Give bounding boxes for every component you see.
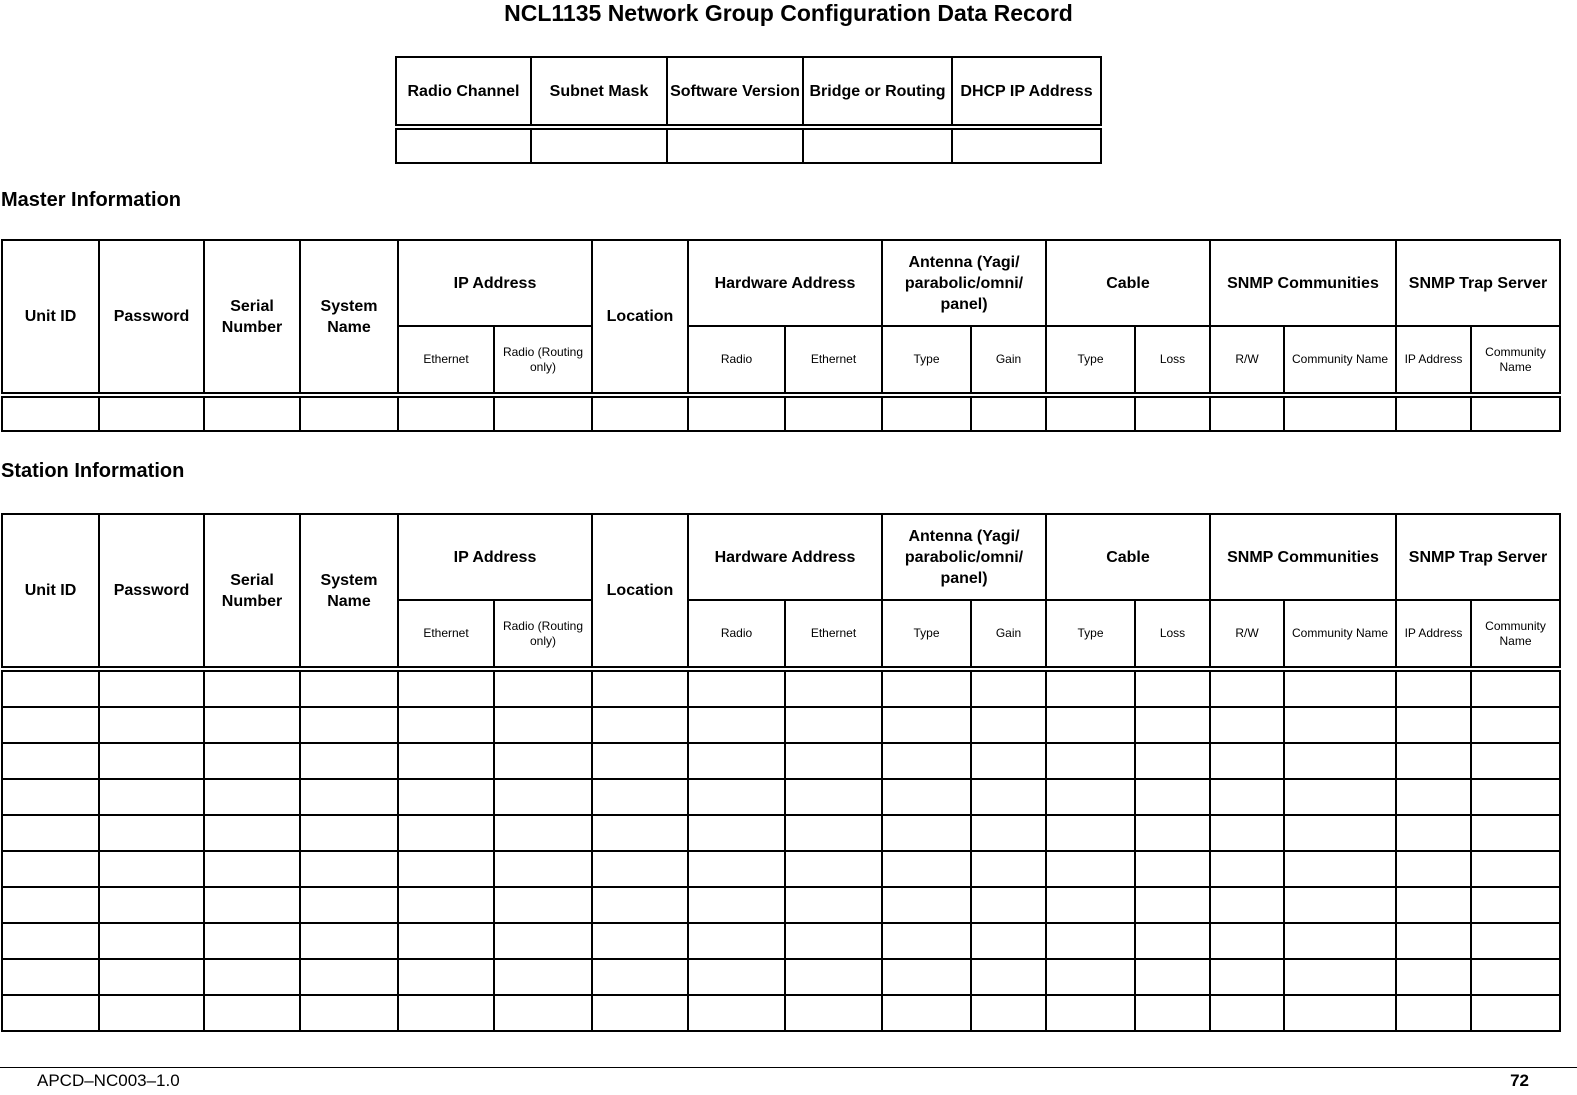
entry-cell[interactable] [1471, 995, 1560, 1031]
entry-cell[interactable] [300, 815, 398, 851]
entry-cell[interactable] [494, 707, 592, 743]
entry-cell[interactable] [204, 707, 300, 743]
entry-cell[interactable] [99, 887, 204, 923]
subheader-gain: Gain [971, 600, 1046, 669]
header-system-name: System Name [300, 514, 398, 669]
entry-cell[interactable] [1396, 743, 1471, 779]
entry-cell[interactable] [300, 707, 398, 743]
entry-cell[interactable] [688, 707, 785, 743]
entry-cell[interactable] [494, 959, 592, 995]
entry-cell[interactable] [882, 707, 971, 743]
entry-cell[interactable] [1046, 959, 1135, 995]
entry-cell[interactable] [494, 743, 592, 779]
entry-cell[interactable] [300, 669, 398, 707]
entry-cell[interactable] [882, 815, 971, 851]
entry-cell[interactable] [99, 995, 204, 1031]
entry-cell[interactable] [592, 779, 688, 815]
radio-channel-cell[interactable] [396, 127, 531, 163]
table-row [2, 995, 1560, 1031]
entry-cell[interactable] [398, 815, 494, 851]
entry-cell[interactable] [882, 395, 971, 431]
entry-cell[interactable] [592, 959, 688, 995]
entry-cell[interactable] [300, 851, 398, 887]
entry-cell[interactable] [1135, 959, 1210, 995]
header-location: Location [592, 240, 688, 395]
entry-cell[interactable] [1471, 707, 1560, 743]
subheader-community-name: Community Name [1284, 326, 1396, 395]
entry-cell[interactable] [1396, 395, 1471, 431]
footer-document-code: APCD–NC003–1.0 [37, 1071, 180, 1090]
entry-cell[interactable] [1396, 887, 1471, 923]
entry-cell[interactable] [99, 669, 204, 707]
entry-cell[interactable] [882, 669, 971, 707]
table-row [2, 851, 1560, 887]
subheader-ethernet: Ethernet [398, 326, 494, 395]
subheader-rw: R/W [1210, 600, 1284, 669]
subheader-trap-community-name: Community Name [1471, 600, 1560, 669]
entry-cell[interactable] [99, 959, 204, 995]
subheader-hw-ethernet: Ethernet [785, 600, 882, 669]
entry-cell[interactable] [99, 923, 204, 959]
station-section-label: Station Information [1, 460, 185, 482]
entry-cell[interactable] [1135, 779, 1210, 815]
entry-cell[interactable] [1135, 815, 1210, 851]
entry-cell[interactable] [1396, 923, 1471, 959]
subheader-hw-ethernet: Ethernet [785, 326, 882, 395]
entry-cell[interactable] [688, 887, 785, 923]
subheader-antenna-type: Type [882, 600, 971, 669]
entry-cell[interactable] [494, 815, 592, 851]
entry-cell[interactable] [1135, 995, 1210, 1031]
entry-cell[interactable] [1210, 815, 1284, 851]
entry-cell[interactable] [204, 779, 300, 815]
subheader-cable-type: Type [1046, 326, 1135, 395]
entry-cell[interactable] [398, 707, 494, 743]
entry-cell[interactable] [1046, 995, 1135, 1031]
entry-cell[interactable] [1210, 743, 1284, 779]
entry-cell[interactable] [688, 995, 785, 1031]
network-config-table [395, 56, 1102, 164]
entry-cell[interactable] [99, 779, 204, 815]
entry-cell[interactable] [1135, 743, 1210, 779]
entry-cell[interactable] [1284, 959, 1396, 995]
entry-cell[interactable] [494, 851, 592, 887]
table-row [2, 887, 1560, 923]
entry-cell[interactable] [785, 995, 882, 1031]
entry-cell[interactable] [882, 995, 971, 1031]
entry-cell[interactable] [1135, 851, 1210, 887]
header-password: Password [99, 514, 204, 669]
entry-cell[interactable] [1135, 923, 1210, 959]
header-cable: Cable [1046, 514, 1210, 600]
entry-cell[interactable] [2, 887, 99, 923]
table-row [2, 395, 1560, 431]
header-hardware-address: Hardware Address [688, 514, 882, 600]
entry-cell[interactable] [1046, 743, 1135, 779]
entry-cell[interactable] [785, 669, 882, 707]
entry-cell[interactable] [785, 815, 882, 851]
header-snmp-communities: SNMP Communities [1210, 514, 1396, 600]
entry-cell[interactable] [971, 923, 1046, 959]
entry-cell[interactable] [1471, 959, 1560, 995]
header-snmp-trap-server: SNMP Trap Server [1396, 240, 1560, 326]
entry-cell[interactable] [592, 743, 688, 779]
entry-cell[interactable] [1135, 669, 1210, 707]
entry-cell[interactable] [494, 995, 592, 1031]
bridge-or-routing-cell[interactable] [803, 127, 952, 163]
subheader-radio-routing: Radio (Routing only) [494, 326, 592, 395]
entry-cell[interactable] [398, 959, 494, 995]
header-cable: Cable [1046, 240, 1210, 326]
entry-cell[interactable] [204, 887, 300, 923]
subheader-trap-community-name: Community Name [1471, 326, 1560, 395]
header-snmp-communities: SNMP Communities [1210, 240, 1396, 326]
header-hardware-address: Hardware Address [688, 240, 882, 326]
entry-cell[interactable] [971, 851, 1046, 887]
entry-cell[interactable] [592, 395, 688, 431]
entry-cell[interactable] [300, 743, 398, 779]
entry-cell[interactable] [2, 851, 99, 887]
subheader-rw: R/W [1210, 326, 1284, 395]
entry-cell[interactable] [785, 887, 882, 923]
entry-cell[interactable] [592, 815, 688, 851]
entry-cell[interactable] [971, 995, 1046, 1031]
entry-cell[interactable] [1046, 779, 1135, 815]
table-row [2, 669, 1560, 707]
subheader-gain: Gain [971, 326, 1046, 395]
footer-rule [0, 1067, 1577, 1068]
subheader-loss: Loss [1135, 326, 1210, 395]
header-location: Location [592, 514, 688, 669]
header-snmp-trap-server: SNMP Trap Server [1396, 514, 1560, 600]
entry-cell[interactable] [971, 815, 1046, 851]
entry-cell[interactable] [398, 887, 494, 923]
table-row [2, 959, 1560, 995]
entry-cell[interactable] [1471, 395, 1560, 431]
entry-cell[interactable] [688, 669, 785, 707]
entry-cell[interactable] [2, 779, 99, 815]
page-number: 72 [1510, 1071, 1529, 1090]
entry-cell[interactable] [688, 395, 785, 431]
entry-cell[interactable] [99, 851, 204, 887]
entry-cell[interactable] [971, 669, 1046, 707]
entry-cell[interactable] [2, 923, 99, 959]
entry-cell[interactable] [300, 887, 398, 923]
entry-cell[interactable] [592, 923, 688, 959]
software-version-cell[interactable] [667, 127, 803, 163]
entry-cell[interactable] [494, 669, 592, 707]
entry-cell[interactable] [785, 959, 882, 995]
entry-cell[interactable] [1471, 887, 1560, 923]
header-software-version: Software Version [667, 57, 803, 127]
entry-cell[interactable] [1046, 887, 1135, 923]
entry-cell[interactable] [592, 707, 688, 743]
entry-cell[interactable] [1471, 779, 1560, 815]
entry-cell[interactable] [1471, 669, 1560, 707]
entry-cell[interactable] [688, 923, 785, 959]
table-row [2, 743, 1560, 779]
entry-cell[interactable] [971, 887, 1046, 923]
entry-cell[interactable] [2, 959, 99, 995]
header-subnet-mask: Subnet Mask [531, 57, 667, 127]
entry-cell[interactable] [99, 743, 204, 779]
entry-cell[interactable] [1284, 995, 1396, 1031]
entry-cell[interactable] [300, 995, 398, 1031]
entry-cell[interactable] [1046, 669, 1135, 707]
entry-cell[interactable] [300, 923, 398, 959]
entry-cell[interactable] [1471, 851, 1560, 887]
subheader-radio: Radio [688, 326, 785, 395]
header-bridge-or-routing: Bridge or Routing [803, 57, 952, 127]
entry-cell[interactable] [785, 851, 882, 887]
entry-cell[interactable] [688, 815, 785, 851]
entry-cell[interactable] [1046, 815, 1135, 851]
entry-cell[interactable] [1210, 995, 1284, 1031]
entry-cell[interactable] [2, 815, 99, 851]
entry-cell[interactable] [398, 851, 494, 887]
entry-cell[interactable] [1210, 707, 1284, 743]
entry-cell[interactable] [204, 395, 300, 431]
header-ip-address: IP Address [398, 240, 592, 326]
entry-cell[interactable] [1284, 851, 1396, 887]
subheader-cable-type: Type [1046, 600, 1135, 669]
entry-cell[interactable] [882, 959, 971, 995]
entry-cell[interactable] [971, 743, 1046, 779]
entry-cell[interactable] [1046, 395, 1135, 431]
entry-cell[interactable] [1396, 959, 1471, 995]
station-info-table [1, 513, 1561, 1032]
master-section-label: Master Information [1, 189, 182, 211]
entry-cell[interactable] [1396, 707, 1471, 743]
entry-cell[interactable] [494, 779, 592, 815]
table-row [2, 779, 1560, 815]
entry-cell[interactable] [688, 779, 785, 815]
entry-cell[interactable] [204, 959, 300, 995]
entry-cell[interactable] [971, 707, 1046, 743]
entry-cell[interactable] [398, 923, 494, 959]
entry-cell[interactable] [882, 923, 971, 959]
dhcp-ip-address-cell[interactable] [952, 127, 1101, 163]
subheader-radio: Radio [688, 600, 785, 669]
entry-cell[interactable] [1210, 779, 1284, 815]
entry-cell[interactable] [785, 395, 882, 431]
header-ip-address: IP Address [398, 514, 592, 600]
subheader-radio-routing: Radio (Routing only) [494, 600, 592, 669]
entry-cell[interactable] [592, 995, 688, 1031]
header-unit-id: Unit ID [2, 240, 99, 395]
header-serial-number: Serial Number [204, 514, 300, 669]
header-antenna: Antenna (Yagi/ parabolic/omni/ panel) [882, 514, 1046, 600]
entry-cell[interactable] [1284, 395, 1396, 431]
entry-cell[interactable] [1210, 887, 1284, 923]
entry-cell[interactable] [398, 779, 494, 815]
entry-cell[interactable] [2, 743, 99, 779]
header-dhcp-ip-address: DHCP IP Address [952, 57, 1101, 127]
entry-cell[interactable] [688, 743, 785, 779]
header-radio-channel: Radio Channel [396, 57, 531, 127]
entry-cell[interactable] [882, 743, 971, 779]
entry-cell[interactable] [398, 669, 494, 707]
entry-cell[interactable] [1284, 887, 1396, 923]
entry-cell[interactable] [1284, 707, 1396, 743]
subheader-antenna-type: Type [882, 326, 971, 395]
entry-cell[interactable] [1396, 779, 1471, 815]
entry-cell[interactable] [882, 851, 971, 887]
entry-cell[interactable] [785, 707, 882, 743]
entry-cell[interactable] [398, 743, 494, 779]
entry-cell[interactable] [1396, 995, 1471, 1031]
entry-cell[interactable] [1210, 395, 1284, 431]
entry-cell[interactable] [1284, 743, 1396, 779]
entry-cell[interactable] [971, 959, 1046, 995]
entry-cell[interactable] [1396, 815, 1471, 851]
header-serial-number: Serial Number [204, 240, 300, 395]
header-password: Password [99, 240, 204, 395]
entry-cell[interactable] [882, 887, 971, 923]
entry-cell[interactable] [1210, 851, 1284, 887]
entry-cell[interactable] [204, 851, 300, 887]
entry-cell[interactable] [1046, 707, 1135, 743]
document-title: NCL1135 Network Group Configuration Data Record [504, 0, 1073, 26]
subheader-loss: Loss [1135, 600, 1210, 669]
entry-cell[interactable] [1284, 815, 1396, 851]
entry-cell[interactable] [2, 395, 99, 431]
entry-cell[interactable] [1284, 779, 1396, 815]
entry-cell[interactable] [1046, 923, 1135, 959]
entry-cell[interactable] [592, 887, 688, 923]
subheader-ip-address: IP Address [1396, 326, 1471, 395]
entry-cell[interactable] [1284, 923, 1396, 959]
entry-cell[interactable] [2, 995, 99, 1031]
entry-cell[interactable] [204, 743, 300, 779]
entry-cell[interactable] [2, 669, 99, 707]
entry-cell[interactable] [99, 815, 204, 851]
entry-cell[interactable] [300, 779, 398, 815]
entry-cell[interactable] [204, 923, 300, 959]
entry-cell[interactable] [1135, 395, 1210, 431]
entry-cell[interactable] [398, 395, 494, 431]
entry-cell[interactable] [99, 707, 204, 743]
entry-cell[interactable] [494, 395, 592, 431]
entry-cell[interactable] [300, 959, 398, 995]
entry-cell[interactable] [204, 669, 300, 707]
entry-cell[interactable] [785, 743, 882, 779]
entry-cell[interactable] [1135, 887, 1210, 923]
entry-cell[interactable] [1210, 959, 1284, 995]
table-row [2, 815, 1560, 851]
header-antenna: Antenna (Yagi/ parabolic/omni/ panel) [882, 240, 1046, 326]
entry-cell[interactable] [785, 923, 882, 959]
subheader-ip-address: IP Address [1396, 600, 1471, 669]
entry-cell[interactable] [592, 851, 688, 887]
entry-cell[interactable] [494, 887, 592, 923]
entry-cell[interactable] [1135, 707, 1210, 743]
entry-cell[interactable] [1210, 923, 1284, 959]
subnet-mask-cell[interactable] [531, 127, 667, 163]
entry-cell[interactable] [2, 707, 99, 743]
table-row [2, 923, 1560, 959]
table-row [2, 707, 1560, 743]
entry-cell[interactable] [1046, 851, 1135, 887]
header-system-name: System Name [300, 240, 398, 395]
header-unit-id: Unit ID [2, 514, 99, 669]
entry-cell[interactable] [398, 995, 494, 1031]
entry-cell[interactable] [300, 395, 398, 431]
entry-cell[interactable] [1471, 743, 1560, 779]
entry-cell[interactable] [494, 923, 592, 959]
subheader-community-name: Community Name [1284, 600, 1396, 669]
entry-cell[interactable] [882, 779, 971, 815]
entry-cell[interactable] [99, 395, 204, 431]
entry-cell[interactable] [688, 851, 785, 887]
entry-cell[interactable] [204, 995, 300, 1031]
entry-cell[interactable] [1471, 815, 1560, 851]
entry-cell[interactable] [1284, 669, 1396, 707]
entry-cell[interactable] [1471, 923, 1560, 959]
entry-cell[interactable] [688, 959, 785, 995]
entry-cell[interactable] [971, 779, 1046, 815]
entry-cell[interactable] [971, 395, 1046, 431]
entry-cell[interactable] [1396, 669, 1471, 707]
entry-cell[interactable] [785, 779, 882, 815]
entry-cell[interactable] [592, 669, 688, 707]
master-info-table [1, 239, 1561, 432]
entry-cell[interactable] [204, 815, 300, 851]
entry-cell[interactable] [1210, 669, 1284, 707]
subheader-ethernet: Ethernet [398, 600, 494, 669]
entry-cell[interactable] [1396, 851, 1471, 887]
